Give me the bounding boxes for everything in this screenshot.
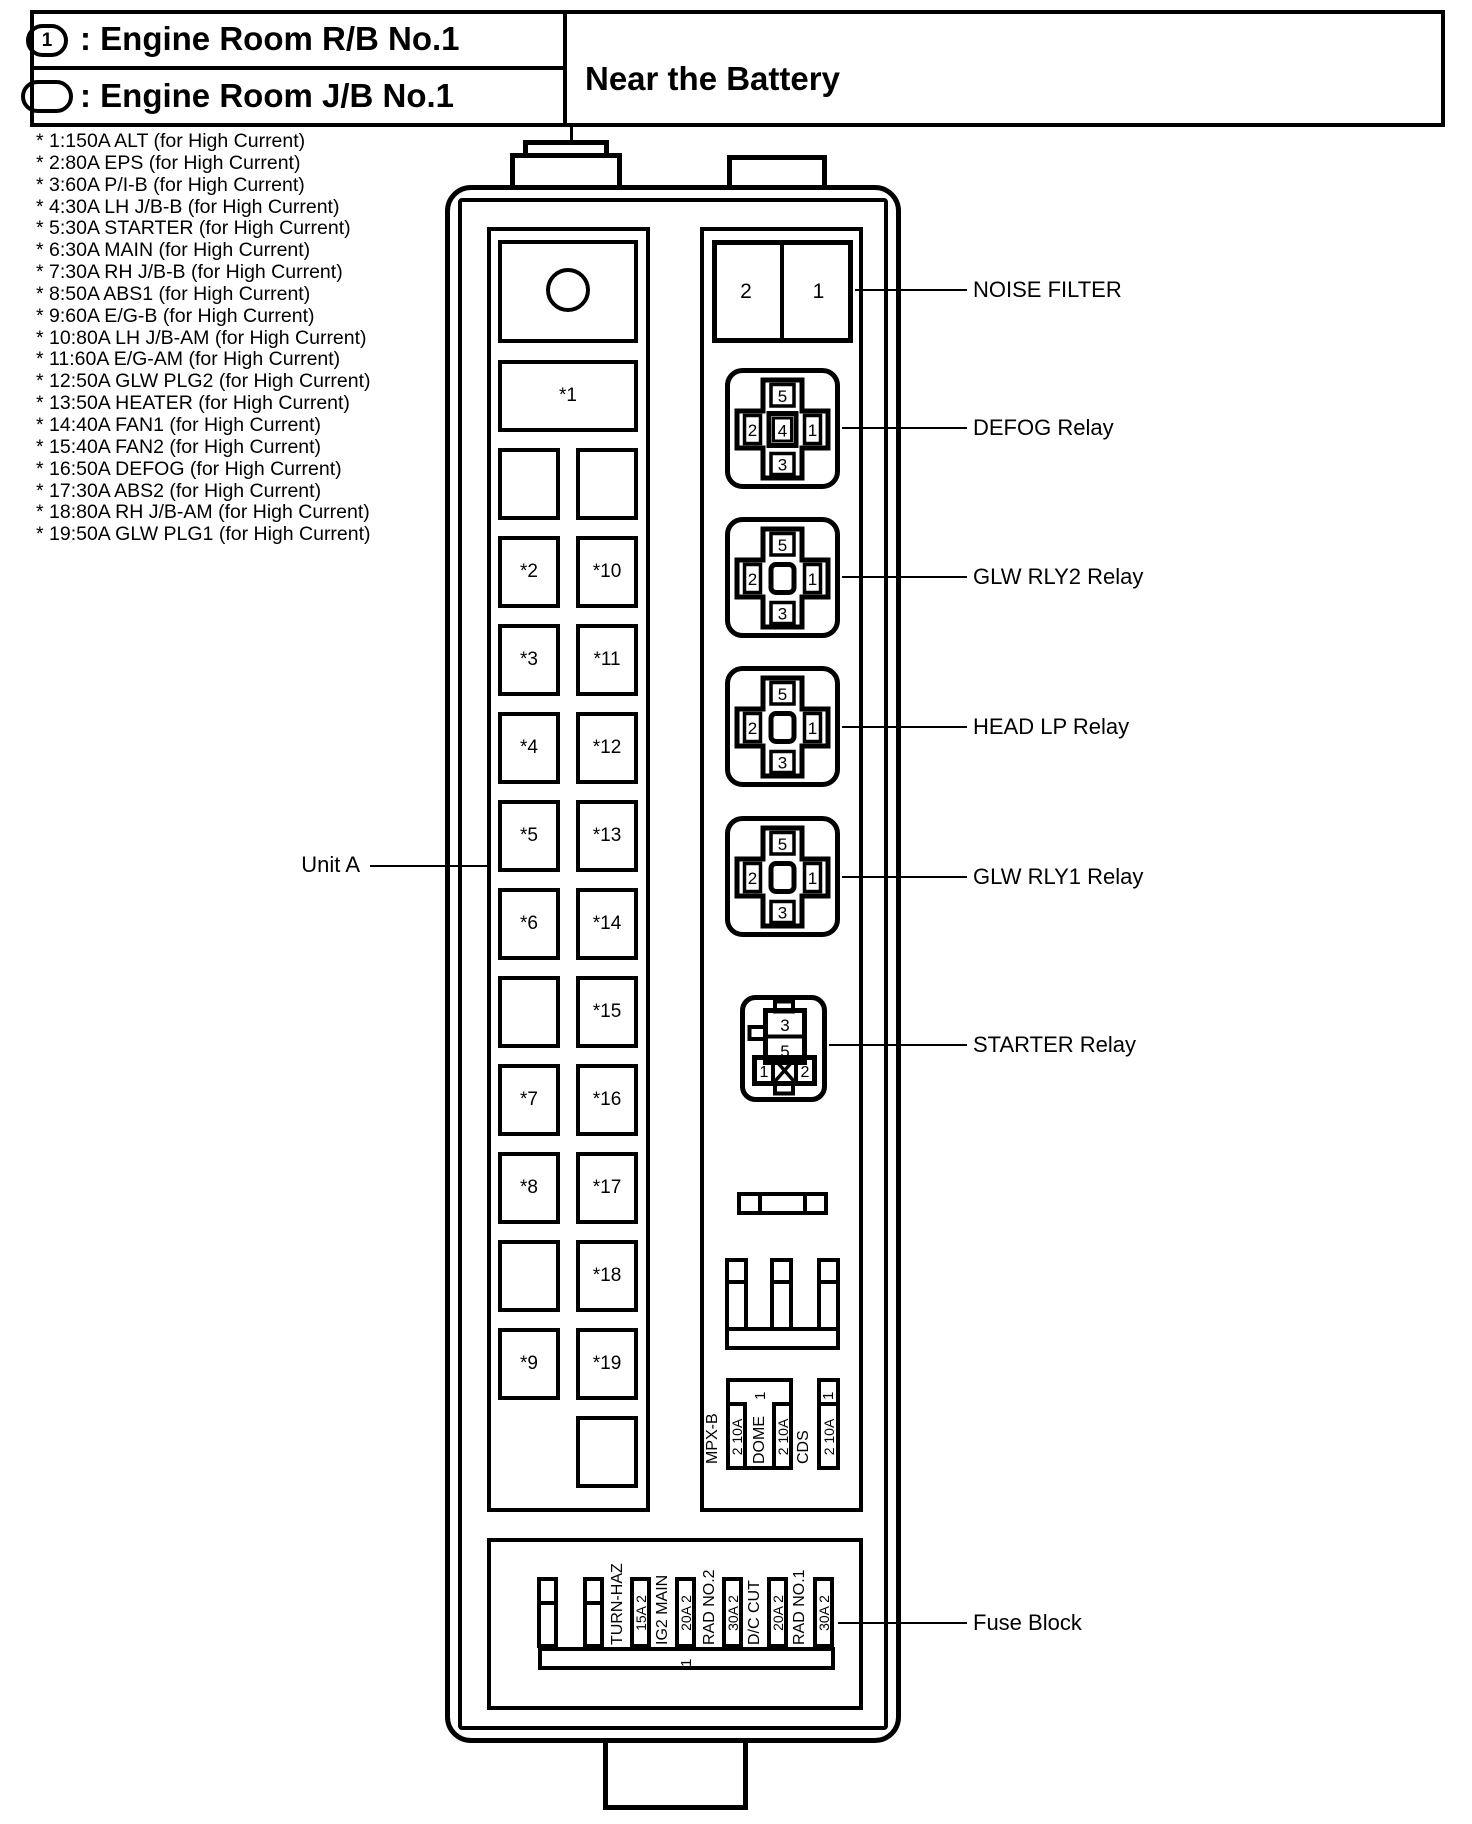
svg-text:5: 5 [780,1042,790,1061]
svg-text:4: 4 [777,421,788,441]
unit-a-fuse-box: *12 [576,712,638,784]
fuse-block-fuse-text-3: 20A 2 [770,1595,786,1631]
legend-jb-label: : Engine Room J/B No.1 [80,77,455,114]
unit-a-fuse-box [576,1416,638,1488]
fuse-block-name-1: IG2 MAIN [654,1574,671,1645]
noise-filter-label: NOISE FILTER [973,277,1122,302]
fuse-list-item: * 12:50A GLW PLG2 (for High Current) [36,370,371,393]
unit-a-fuse-box: *6 [498,888,560,960]
engine-room-jb-icon [21,80,73,113]
fuse-list-item: * 3:60A P/I-B (for High Current) [36,173,305,196]
fuse-list [36,131,371,546]
noise-filter-pointer [855,289,967,291]
fuse-list-item: * 8:50A ABS1 (for High Current) [36,282,311,305]
connector-prong-divider [729,1280,744,1284]
mpxb-fuse-text: 2 10A [729,1418,745,1456]
svg-text:3: 3 [780,1016,790,1035]
connector-prong [817,1258,840,1331]
unit-a-fuse-box [576,448,638,520]
unit-a-fuse-box: *15 [576,976,638,1048]
unit-a-fuse-box: *17 [576,1152,638,1224]
fuse-block-name-3: D/C CUT [746,1580,763,1645]
fuse-list-item: * 11:60A E/G-AM (for High Current) [36,348,341,371]
unit-a-fuse-box: *9 [498,1328,560,1400]
svg-text:1: 1 [807,570,818,589]
connector-prong [770,1258,793,1331]
unit-a-fuse-box [498,1240,560,1312]
unit-a-fuse-box: *19 [576,1328,638,1400]
page-title: Near the Battery [585,60,840,97]
dome-label: DOME [751,1416,768,1464]
relay-glw-rly1-connector [725,816,840,937]
fuse-block-label: Fuse Block [973,1610,1082,1635]
fuse-list-item: * 13:50A HEATER (for High Current) [36,392,350,415]
unit-a-fuse-box: *10 [576,536,638,608]
head-lp-label: HEAD LP Relay [973,714,1130,739]
defog-relay-pointer [842,427,967,429]
glw-rly2-label: GLW RLY2 Relay [973,564,1144,589]
connector-prong-divider [774,1280,789,1284]
fuse-block-base-terminal: 1 [677,1658,695,1667]
legend-rb-label: : Engine Room R/B No.1 [80,20,460,57]
dome-fuse-text: 2 10A [775,1418,791,1456]
fuse-list-item: * 19:50A GLW PLG1 (for High Current) [36,523,371,546]
glw-rly2-pointer [842,576,967,578]
svg-text:2: 2 [800,1064,810,1081]
svg-text:5: 5 [777,536,788,555]
svg-text:2: 2 [747,869,758,888]
unit-a-fuse-box: *13 [576,800,638,872]
fuse-block-slot-divider [541,1601,554,1605]
fuse-block-name-2: RAD NO.2 [701,1569,718,1645]
noise-filter-cell-1: 1 [812,279,825,303]
fuse-block-slot [537,1577,558,1648]
unit-a-fuse-box: *14 [576,888,638,960]
fuse-list-item: * 9:60A E/G-B (for High Current) [36,304,315,327]
unit-a-fuse-box [498,448,560,520]
unit-a-fuse-box [498,976,560,1048]
fuse-list-item: * 5:30A STARTER (for High Current) [36,217,351,240]
fusible-link-divider-1 [758,1192,762,1215]
svg-text:1: 1 [807,869,818,888]
svg-text:1: 1 [759,1064,769,1081]
noise-filter-cell-2: 2 [740,279,752,303]
unit-a-fuse-box: *11 [576,624,638,696]
connector-prong [725,1258,748,1331]
fuse-block-name-4: RAD NO.1 [791,1569,808,1645]
unit-a-fuse-box: *8 [498,1152,560,1224]
svg-text:5: 5 [777,685,788,704]
connector-prong-divider [821,1280,836,1284]
unit-a-fuse-box: *4 [498,712,560,784]
fuse-block-fuse-text-0: 15A 2 [633,1595,649,1631]
engine-room-rb-icon-number: 1 [41,29,53,51]
unit-a-fuse-box: *7 [498,1064,560,1136]
fuse-block-fuse-text-1: 20A 2 [678,1595,694,1631]
svg-text:3: 3 [777,604,788,624]
fuse-list-item: * 1:150A ALT (for High Current) [36,130,306,152]
fuse-block-slot [583,1577,604,1648]
starter-relay [740,995,827,1102]
svg-text:1: 1 [807,719,818,738]
svg-text:2: 2 [747,421,758,440]
relay-head-lp-connector [725,666,840,787]
fuse-list-item: * 6:30A MAIN (for High Current) [36,239,311,262]
starter-relay-label: STARTER Relay [973,1032,1137,1057]
fuse-star1-box: *1 [498,360,638,432]
cds-label: CDS [795,1430,812,1464]
board-top-tab-left-base [510,153,622,187]
board-top-tab-right [727,155,827,187]
svg-text:3: 3 [777,455,788,475]
glw-rly1-pointer [842,876,967,878]
fuse-block-fuse-text-4: 30A 2 [816,1595,832,1631]
mpxb-label: MPX-B [704,1413,721,1464]
header-horizontal-divider [30,66,567,70]
fuse-list-item: * 14:40A FAN1 (for High Current) [36,413,322,436]
head-lp-pointer [842,726,967,728]
fuse-block-fuse-text-2: 30A 2 [725,1595,741,1631]
svg-text:5: 5 [777,835,788,854]
svg-text:2: 2 [747,570,758,589]
unit-a-label: Unit A [301,852,360,877]
fuse-list-item: * 18:80A RH J/B-AM (for High Current) [36,501,370,524]
board-top-tab-left-cap [523,140,609,158]
fuse-list-item: * 2:80A EPS (for High Current) [36,151,301,174]
mini-group2-terminal: 1 [819,1391,837,1400]
defog-relay-label: DEFOG Relay [973,415,1114,440]
svg-text:5: 5 [777,387,788,406]
svg-text:1: 1 [807,421,818,440]
relay-glw-rly2-connector [725,517,840,638]
glw-rly1-label: GLW RLY1 Relay [973,864,1144,889]
unit-a-fuse-box: *5 [498,800,560,872]
relay-defog-connector [725,368,840,489]
header-tick [570,127,573,141]
fuse-block-pointer [838,1622,967,1624]
engine-room-rb-icon [26,24,68,57]
fuse-list-item: * 15:40A FAN2 (for High Current) [36,435,322,458]
unit-a-fuse-box: *3 [498,624,560,696]
unit-a-fuse-box: *18 [576,1240,638,1312]
unit-a-circle [546,268,590,312]
fuse-list-item: * 7:30A RH J/B-B (for High Current) [36,261,343,284]
fuse-list-item: * 16:50A DEFOG (for High Current) [36,457,342,480]
starter-relay-pointer [829,1044,967,1046]
unit-a-fuse-box: *16 [576,1064,638,1136]
fuse-block-slot-divider [587,1601,600,1605]
cds-fuse-text: 2 10A [821,1418,837,1456]
mini-group1-terminal: 1 [751,1391,769,1400]
connector-base [725,1327,840,1350]
fuse-block-name-0: TURN-HAZ [609,1563,626,1645]
svg-text:3: 3 [777,753,788,773]
svg-text:3: 3 [777,903,788,923]
board-bottom-tab [603,1741,748,1810]
svg-text:2: 2 [747,719,758,738]
fuse-list-item: * 4:30A LH J/B-B (for High Current) [36,195,340,218]
fuse-list-item: * 17:30A ABS2 (for High Current) [36,479,322,502]
unit-a-fuse-box: *2 [498,536,560,608]
fuse-list-item: * 10:80A LH J/B-AM (for High Current) [36,326,367,349]
fusible-link-divider-2 [803,1192,807,1215]
fusible-link [737,1192,828,1215]
